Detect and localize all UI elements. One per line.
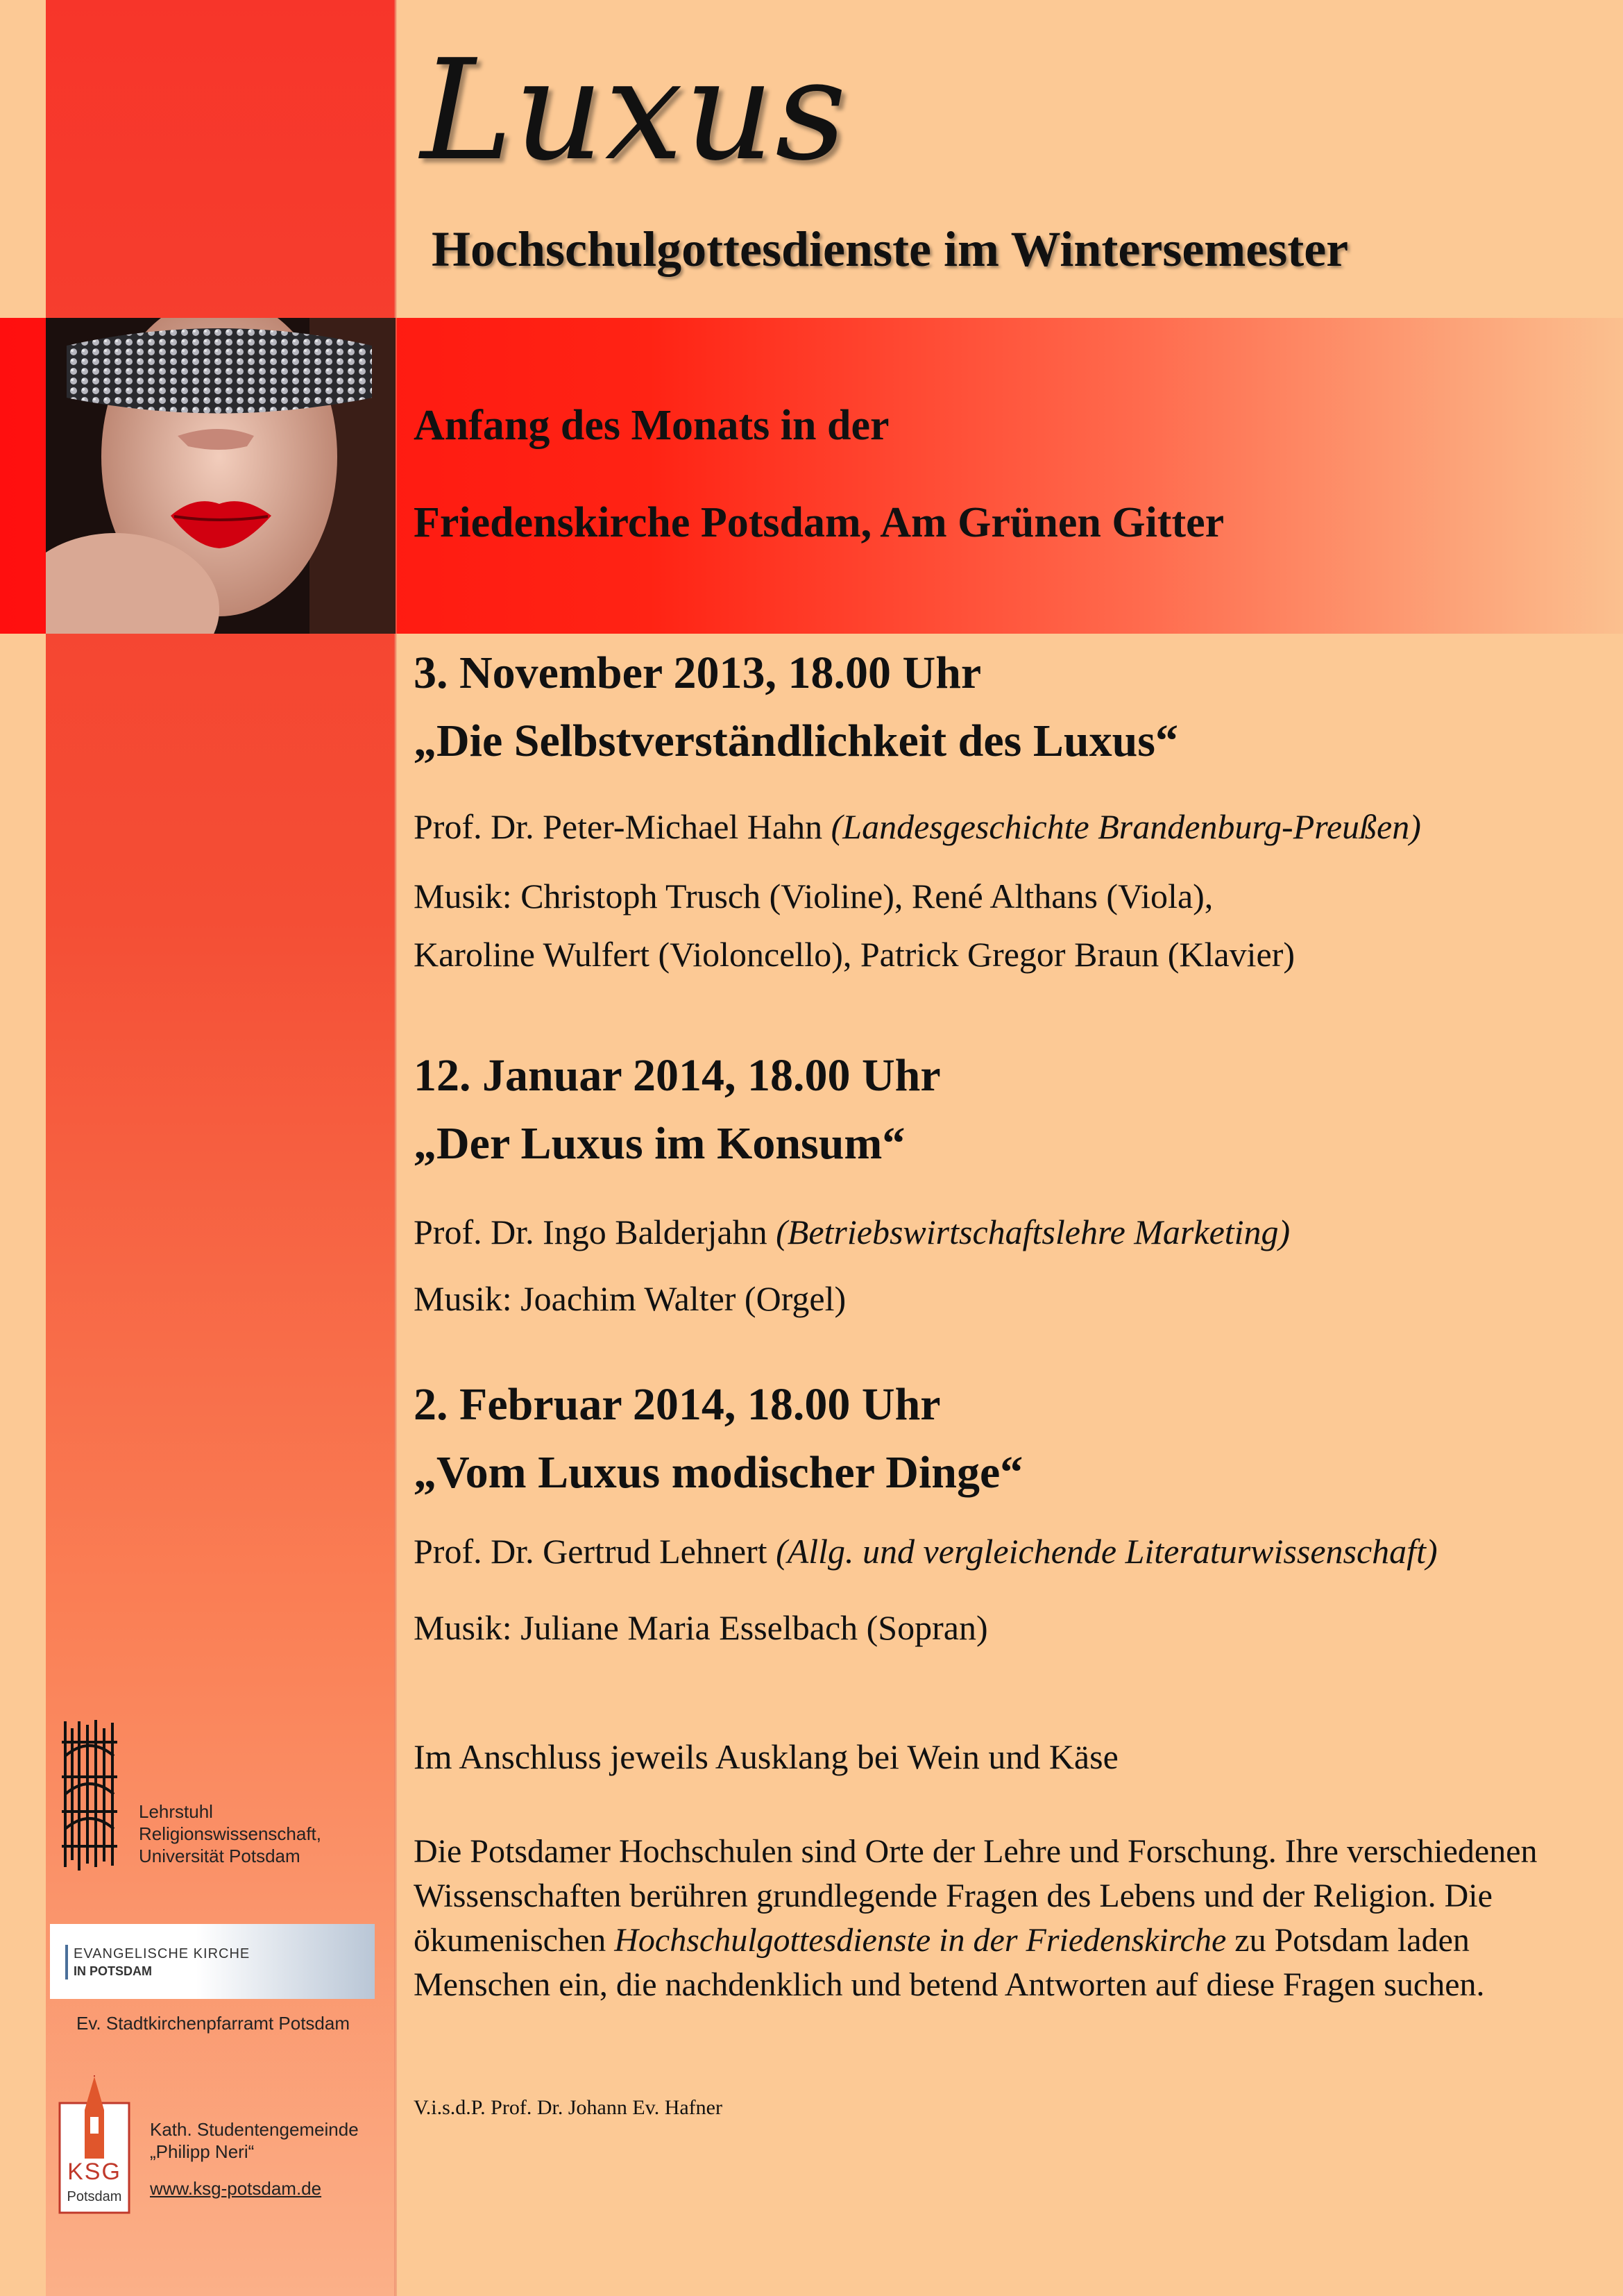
imprint-footer: V.i.s.d.P. Prof. Dr. Johann Ev. Hafner bbox=[414, 2096, 722, 2119]
event-2-date: 12. Januar 2014, 18.00 Uhr bbox=[414, 1050, 941, 1101]
evk-caption: Ev. Stadtkirchenpfarramt Potsdam bbox=[76, 2013, 350, 2034]
event-2-field: (Betriebswirtschaftslehre Marketing) bbox=[776, 1213, 1291, 1251]
event-3-speaker-line bbox=[414, 1531, 1438, 1571]
lehrstuhl-logo-icon bbox=[58, 1714, 121, 1874]
venue-line-1: Anfang des Monats in der bbox=[414, 402, 890, 449]
event-2-music-line-1: Musik: Joachim Walter (Orgel) bbox=[414, 1279, 847, 1318]
poster-subtitle: Hochschulgottesdienste im Wintersemester bbox=[432, 221, 1349, 277]
poster-title: Luxus bbox=[420, 30, 848, 192]
paragraph-part-2: zu Potsdam laden Menschen ein, die nachdenklich und betend Antworten auf diese Fragen suchen. bbox=[414, 1922, 1485, 2003]
evk-logo-bar-icon bbox=[65, 1945, 68, 1980]
closing-note: Im Anschluss jeweils Ausklang bei Wein und Käse bbox=[414, 1737, 1119, 1776]
event-1-music-line-1: Musik: Christoph Trusch (Violine), René Althans (Viola), bbox=[414, 877, 1214, 915]
ksg-caption-line-1: Kath. Studentengemeinde bbox=[150, 2119, 359, 2140]
ksg-logo-mark: KSG bbox=[67, 2159, 121, 2185]
event-2-title: „Der Luxus im Konsum“ bbox=[414, 1118, 906, 1169]
woman-sequin-mask-photo bbox=[46, 318, 396, 634]
evk-logo-line-1: EVANGELISCHE KIRCHE bbox=[74, 1946, 250, 1961]
event-1-speaker: Prof. Dr. Peter-Michael Hahn bbox=[414, 807, 823, 846]
event-2-speaker: Prof. Dr. Ingo Balderjahn bbox=[414, 1213, 767, 1251]
paragraph-italic: Hochschulgottesdienste in der Friedenskirche bbox=[614, 1922, 1227, 1959]
event-3-date: 2. Februar 2014, 18.00 Uhr bbox=[414, 1379, 941, 1430]
ksg-caption-line-2: „Philipp Neri“ bbox=[150, 2141, 255, 2162]
event-2-speaker-line bbox=[414, 1212, 1290, 1252]
event-1-speaker-line bbox=[414, 807, 1421, 847]
left-margin-top bbox=[0, 0, 46, 318]
event-3-speaker: Prof. Dr. Gertrud Lehnert bbox=[414, 1532, 767, 1571]
left-margin-bottom bbox=[0, 634, 46, 2296]
ksg-website-link[interactable]: www.ksg-potsdam.de bbox=[150, 2178, 322, 2199]
ksg-logo-city: Potsdam bbox=[67, 2189, 122, 2204]
event-1-title: „Die Selbstverständlichkeit des Luxus“ bbox=[414, 716, 1178, 766]
event-3-title: „Vom Luxus modischer Dinge“ bbox=[414, 1447, 1023, 1498]
event-3-music-line-1: Musik: Juliane Maria Esselbach (Sopran) bbox=[414, 1608, 988, 1647]
event-3-field: (Allg. und vergleichende Literaturwissenschaft) bbox=[776, 1532, 1438, 1571]
description-paragraph bbox=[414, 1830, 1565, 2007]
lehrstuhl-caption-line-2: Religionswissenschaft, bbox=[139, 1823, 322, 1844]
ksg-caption bbox=[150, 2118, 359, 2163]
paragraph-part-1: Die Potsdamer Hochschulen sind Orte der Lehre und Forschung. Ihre verschiedenen Wissenschaften berühren grundlegende Fragen des Lebens und der Religion. Die ökumenischen bbox=[414, 1833, 1538, 1959]
evangelische-kirche-logo bbox=[50, 1924, 375, 1999]
event-1-field: (Landesgeschichte Brandenburg-Preußen) bbox=[831, 807, 1421, 846]
lehrstuhl-caption-line-3: Universität Potsdam bbox=[139, 1846, 300, 1866]
lehrstuhl-caption bbox=[139, 1800, 321, 1867]
venue-line-2: Friedenskirche Potsdam, Am Grünen Gitter bbox=[414, 499, 1225, 546]
event-1-music-line-2: Karoline Wulfert (Violoncello), Patrick Gregor Braun (Klavier) bbox=[414, 935, 1295, 974]
lehrstuhl-caption-line-1: Lehrstuhl bbox=[139, 1801, 213, 1822]
evk-logo-line-2: IN POTSDAM bbox=[74, 1964, 153, 1978]
ksg-logo bbox=[58, 2075, 130, 2214]
event-1-date: 3. November 2013, 18.00 Uhr bbox=[414, 648, 982, 698]
